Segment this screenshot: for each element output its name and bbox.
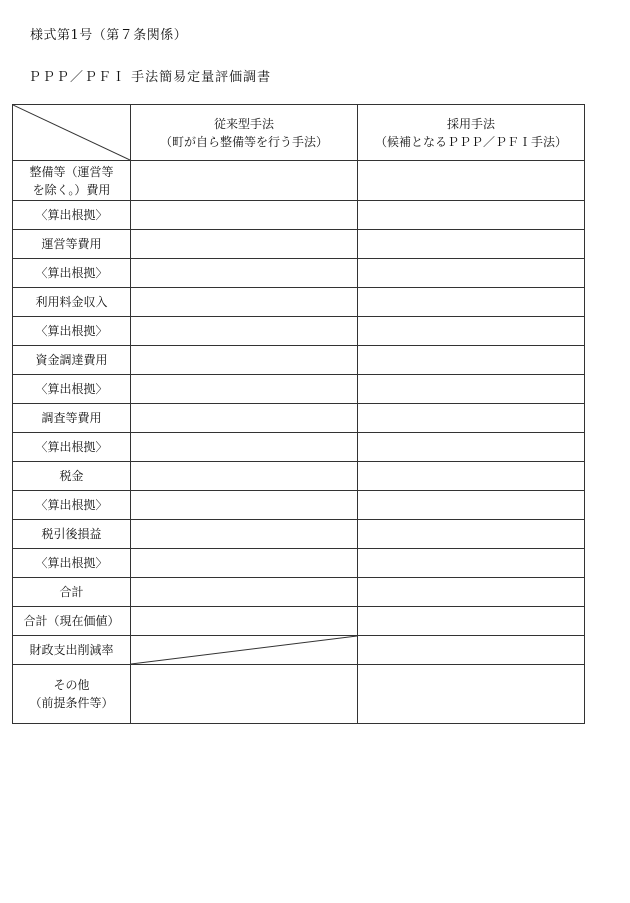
cell-adopted-input[interactable] [358, 161, 585, 201]
form-number: 様式第1号（第７条関係） [30, 28, 188, 43]
row-label-other [13, 665, 131, 724]
row-label-basis: 〈算出根拠〉 [13, 201, 131, 230]
table-row [13, 462, 585, 491]
cell-conventional-input[interactable] [131, 317, 358, 346]
row-label-after-tax-profit: 税引後損益 [13, 520, 131, 549]
disabled-diagonal-line [131, 636, 357, 664]
cell-adopted-input[interactable] [358, 317, 585, 346]
cell-conventional-input[interactable] [131, 404, 358, 433]
row-label-line2: （前提条件等） [29, 696, 114, 710]
cell-adopted-input[interactable] [358, 665, 585, 724]
table-row [13, 665, 585, 724]
row-label-taxes: 税金 [13, 462, 131, 491]
table-header-row [13, 105, 585, 161]
table-row [13, 201, 585, 230]
table-row [13, 317, 585, 346]
row-label-line2: を除く。）費用 [32, 182, 111, 197]
cell-conventional-input[interactable] [131, 201, 358, 230]
row-label-fiscal-reduction-rate: 財政支出削減率 [13, 636, 131, 665]
evaluation-table [12, 104, 585, 724]
cell-conventional-disabled [131, 636, 358, 665]
table-row [13, 259, 585, 288]
table-row [13, 375, 585, 404]
cell-conventional-input[interactable] [131, 549, 358, 578]
table-row [13, 404, 585, 433]
cell-adopted-input[interactable] [358, 288, 585, 317]
cell-conventional-input[interactable] [131, 462, 358, 491]
cell-adopted-input[interactable] [358, 404, 585, 433]
cell-conventional-input[interactable] [131, 665, 358, 724]
row-label-total: 合計 [13, 578, 131, 607]
cell-conventional-input[interactable] [131, 607, 358, 636]
cell-adopted-input[interactable] [358, 578, 585, 607]
cell-conventional-input[interactable] [131, 491, 358, 520]
header-conventional-title: 従来型手法 [213, 116, 274, 131]
row-label-survey-cost: 調査等費用 [13, 404, 131, 433]
cell-conventional-input[interactable] [131, 578, 358, 607]
table-row [13, 520, 585, 549]
row-label-total-present-value: 合計（現在価値） [13, 607, 131, 636]
row-label-construction-cost [13, 161, 131, 201]
cell-adopted-input[interactable] [358, 636, 585, 665]
cell-adopted-input[interactable] [358, 520, 585, 549]
cell-adopted-input[interactable] [358, 230, 585, 259]
cell-conventional-input[interactable] [131, 259, 358, 288]
cell-conventional-input[interactable] [131, 346, 358, 375]
row-label-basis: 〈算出根拠〉 [13, 433, 131, 462]
row-label-line1: その他 [53, 678, 90, 692]
row-label-basis: 〈算出根拠〉 [13, 259, 131, 288]
header-adopted-subtitle: （候補となるＰＰＰ／ＰＦＩ手法） [374, 134, 567, 149]
cell-adopted-input[interactable] [358, 375, 585, 404]
corner-diagonal-line [13, 105, 130, 160]
table-row [13, 549, 585, 578]
table-row [13, 161, 585, 201]
header-corner-cell [13, 105, 131, 161]
table-row [13, 607, 585, 636]
cell-conventional-input[interactable] [131, 161, 358, 201]
cell-conventional-input[interactable] [131, 433, 358, 462]
cell-conventional-input[interactable] [131, 520, 358, 549]
row-label-basis: 〈算出根拠〉 [13, 549, 131, 578]
row-label-basis: 〈算出根拠〉 [13, 491, 131, 520]
cell-adopted-input[interactable] [358, 607, 585, 636]
document-title: ＰＰＰ／ＰＦＩ 手法簡易定量評価調書 [28, 70, 272, 85]
row-label-operation-cost: 運営等費用 [13, 230, 131, 259]
cell-adopted-input[interactable] [358, 346, 585, 375]
row-label-financing-cost: 資金調達費用 [13, 346, 131, 375]
table-row [13, 491, 585, 520]
header-conventional-subtitle: （町が自ら整備等を行う手法） [159, 134, 328, 149]
cell-adopted-input[interactable] [358, 549, 585, 578]
cell-adopted-input[interactable] [358, 491, 585, 520]
cell-conventional-input[interactable] [131, 375, 358, 404]
cell-conventional-input[interactable] [131, 288, 358, 317]
row-label-usage-fee-income: 利用料金収入 [13, 288, 131, 317]
row-label-basis: 〈算出根拠〉 [13, 317, 131, 346]
table-row [13, 230, 585, 259]
table-row [13, 288, 585, 317]
cell-adopted-input[interactable] [358, 433, 585, 462]
header-conventional-method [131, 105, 358, 161]
header-adopted-title: 採用手法 [446, 116, 495, 131]
table-row [13, 433, 585, 462]
table-row [13, 346, 585, 375]
cell-adopted-input[interactable] [358, 201, 585, 230]
cell-adopted-input[interactable] [358, 259, 585, 288]
cell-conventional-input[interactable] [131, 230, 358, 259]
row-label-line1: 整備等（運営等 [29, 164, 114, 179]
cell-adopted-input[interactable] [358, 462, 585, 491]
row-label-basis: 〈算出根拠〉 [13, 375, 131, 404]
table-row [13, 578, 585, 607]
table-row [13, 636, 585, 665]
header-adopted-method [358, 105, 585, 161]
